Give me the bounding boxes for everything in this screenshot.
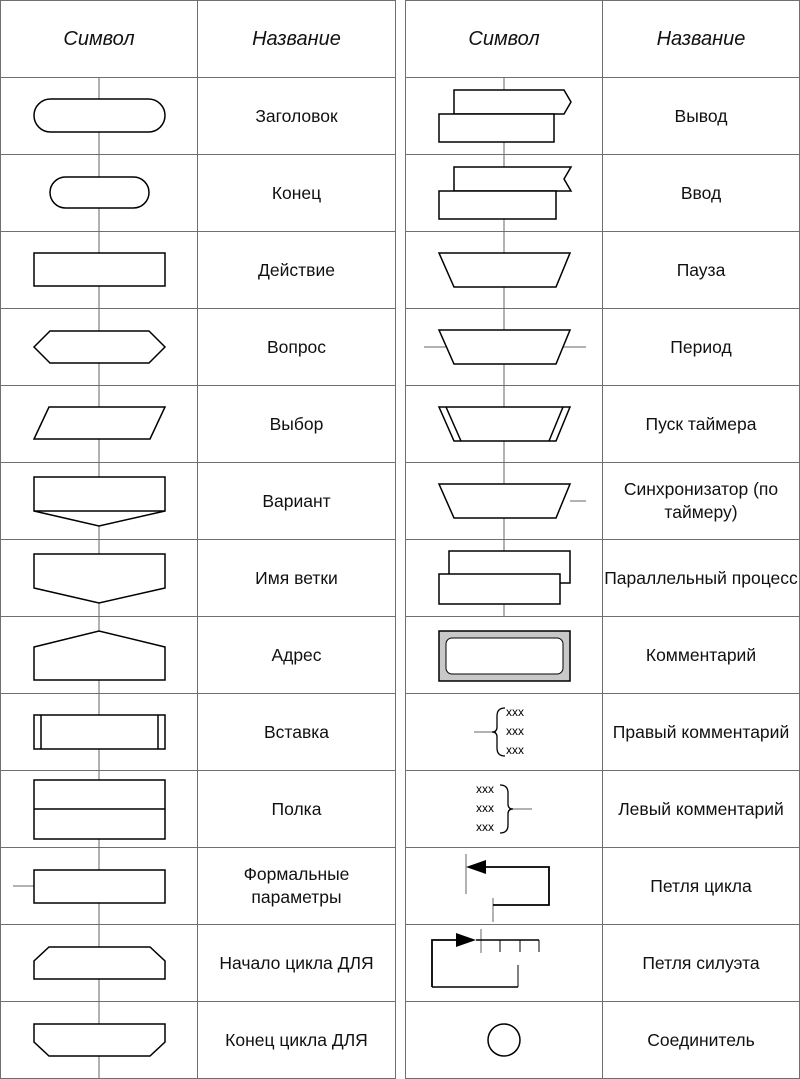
- symbol-name: Выбор: [198, 386, 396, 463]
- table-row: [406, 925, 800, 1002]
- variant-pointed-symbol: [1, 463, 197, 539]
- symbol-name: Вариант: [198, 463, 396, 540]
- branch-name-pentagon-symbol: [1, 540, 197, 616]
- insert-double-sided-symbol: [1, 694, 197, 770]
- brace-text: xxx: [476, 782, 494, 796]
- symbol-name: Пауза: [603, 232, 800, 309]
- symbol-name: Вставка: [198, 694, 396, 771]
- loop-end-octagon-symbol: [1, 1002, 197, 1078]
- name-header: Название: [198, 1, 396, 78]
- action-rect-symbol: [1, 232, 197, 308]
- table-row: [406, 232, 800, 309]
- symbol-name: Ввод: [603, 155, 800, 232]
- table-row: [406, 540, 800, 617]
- synchronizer-trapezoid-symbol: [406, 463, 602, 539]
- timer-start-trapezoid-symbol: [406, 386, 602, 462]
- table-row: [406, 771, 800, 848]
- brace-text: xxx: [506, 705, 524, 719]
- table-row: [406, 848, 800, 925]
- symbol-name: Конец цикла ДЛЯ: [198, 1002, 396, 1079]
- symbol-name: Вопрос: [198, 309, 396, 386]
- table-row: [406, 386, 800, 463]
- table-row: [406, 1002, 800, 1079]
- symbol-name: Петля цикла: [603, 848, 800, 925]
- right-symbol-table: [405, 0, 800, 1079]
- output-arrow-shape-symbol: [406, 78, 602, 154]
- symbol-name: Правый комментарий: [603, 694, 800, 771]
- loop-start-octagon-symbol: [1, 925, 197, 1001]
- cycle-loop-arrow-symbol: [406, 848, 602, 924]
- period-trapezoid-symbol: [406, 309, 602, 385]
- symbol-name: Начало цикла ДЛЯ: [198, 925, 396, 1002]
- brace-text: xxx: [476, 801, 494, 815]
- brace-text: xxx: [476, 820, 494, 834]
- table-row: [1, 617, 396, 694]
- address-pentagon-symbol: [1, 617, 197, 693]
- question-hexagon-symbol: [1, 309, 197, 385]
- table-row: [1, 848, 396, 925]
- symbol-header: Символ: [406, 1, 603, 78]
- left-comment-brace-symbol: [406, 771, 602, 847]
- name-header: Название: [603, 1, 800, 78]
- pause-trapezoid-symbol: [406, 232, 602, 308]
- symbol-header: Символ: [1, 1, 198, 78]
- table-row: [1, 771, 396, 848]
- brace-text: xxx: [506, 743, 524, 757]
- table-row: [1, 386, 396, 463]
- symbol-name: Действие: [198, 232, 396, 309]
- symbol-name: Заголовок: [198, 78, 396, 155]
- table-row: [1, 78, 396, 155]
- table-row: [1, 155, 396, 232]
- symbol-name: Формальные параметры: [198, 848, 396, 925]
- symbol-name: Соединитель: [603, 1002, 800, 1079]
- symbol-name: Синхронизатор (по таймеру): [603, 463, 800, 540]
- connector-circle-symbol: [406, 1002, 602, 1078]
- shelf-split-symbol: [1, 771, 197, 847]
- silhouette-loop-arrow-symbol: [406, 925, 602, 1001]
- symbol-name: Имя ветки: [198, 540, 396, 617]
- brace-text: xxx: [506, 724, 524, 738]
- symbol-name: Параллельный процесс: [603, 540, 800, 617]
- table-row: [406, 463, 800, 540]
- table-row: [406, 78, 800, 155]
- table-row: [1, 925, 396, 1002]
- left-symbol-table: [0, 0, 396, 1079]
- choice-parallelogram-symbol: [1, 386, 197, 462]
- table-row: [406, 309, 800, 386]
- formal-params-rect-symbol: [1, 848, 197, 924]
- symbol-name: Период: [603, 309, 800, 386]
- end-oval-symbol: [1, 155, 197, 231]
- input-flag-shape-symbol: [406, 155, 602, 231]
- symbol-name: Пуск таймера: [603, 386, 800, 463]
- symbol-name: Петля силуэта: [603, 925, 800, 1002]
- right-comment-brace-symbol: [406, 694, 602, 770]
- symbol-name: Вывод: [603, 78, 800, 155]
- symbol-name: Конец: [198, 155, 396, 232]
- table-row: [1, 1002, 396, 1079]
- table-row: [406, 155, 800, 232]
- symbol-name: Левый комментарий: [603, 771, 800, 848]
- terminator-rounded-symbol: [1, 78, 197, 154]
- parallel-process-symbol: [406, 540, 602, 616]
- table-row: [1, 463, 396, 540]
- symbol-name: Адрес: [198, 617, 396, 694]
- table-row: [406, 694, 800, 771]
- symbol-name: Полка: [198, 771, 396, 848]
- table-row: [1, 540, 396, 617]
- symbol-name: Комментарий: [603, 617, 800, 694]
- table-row: [1, 309, 396, 386]
- table-row: [1, 232, 396, 309]
- table-row: [1, 694, 396, 771]
- table-row: [406, 617, 800, 694]
- comment-frame-symbol: [406, 617, 602, 693]
